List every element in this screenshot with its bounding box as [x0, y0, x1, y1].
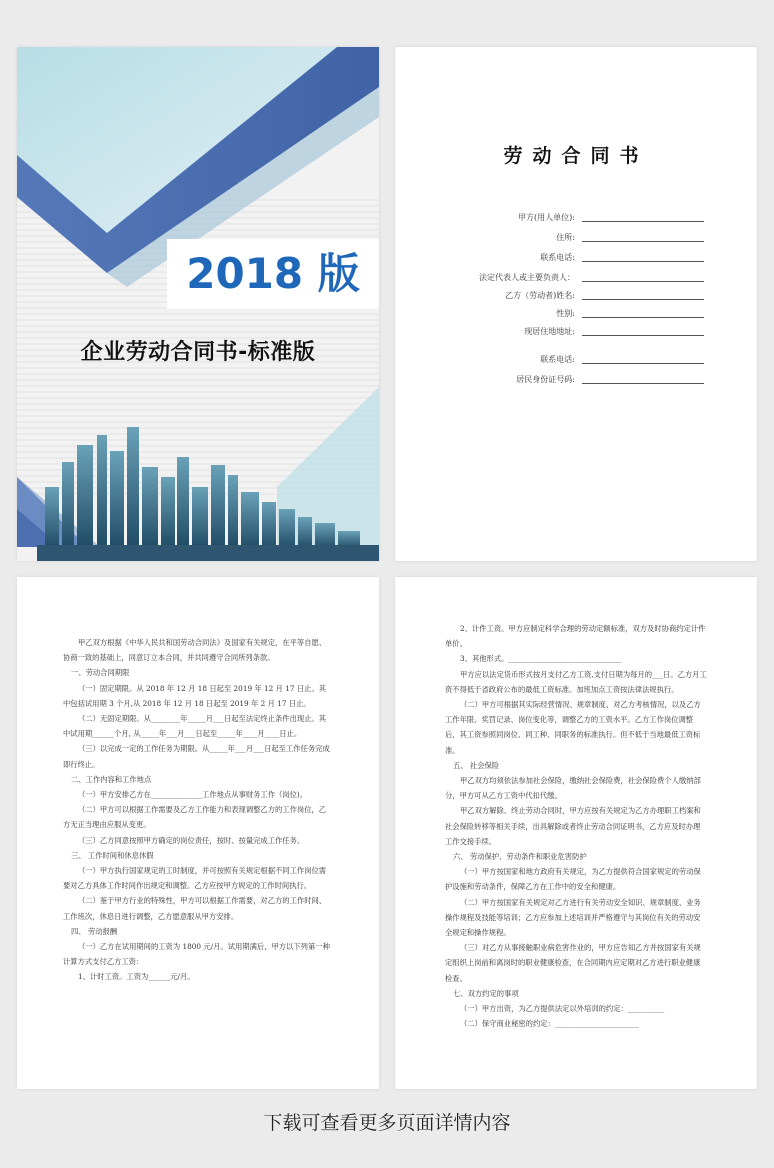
blank-line — [582, 299, 704, 300]
paragraph: （一）甲方出资，为乙方提供法定以外培训的约定：__________ — [460, 1004, 665, 1014]
paragraph: （一）固定期限。从 2018 年 12 月 18 日起至 2019 年 12 月 17 日止。其中包括试用期 3 个月,从 2018 年 12 月 18 日起至 2019 年 2 月 17 日止。 — [63, 683, 327, 708]
download-hint-text: 下载可查看更多页面详情内容 — [263, 1112, 511, 1134]
field-label: 法定代表人或主要负责人： — [479, 273, 575, 282]
paragraph: 甲乙双方根据《中华人民共和国劳动合同法》及国家有关规定，在平等自愿、协商一致的基础上，同意订立本合同，并共同遵守合同所列条款。 — [63, 638, 327, 663]
paragraph: （一）甲方执行国家规定的工时制度，并可按照有关规定根据不同工作岗位需要对乙方具体工作时间作出规定和调整。乙方应按甲方规定的工作时间执行。 — [63, 866, 327, 891]
blank-line — [582, 335, 704, 336]
field-employer — [425, 209, 745, 227]
field-employee-phone — [425, 351, 745, 369]
field-employee-name — [425, 287, 745, 305]
field-label: 甲方(用人单位): — [518, 213, 575, 222]
paragraph: （二）甲方可以根据工作需要及乙方工作能力和表现调整乙方的工作岗位，乙方无正当理由应服从变更。 — [63, 805, 327, 830]
field-label: 联系电话: — [540, 253, 575, 262]
paragraph: 甲乙双方均须依法参加社会保险，缴纳社会保险费，社会保险费个人缴纳部分，甲方可从乙方工资中代扣代缴。 — [445, 776, 701, 801]
section-heading: 二、工作内容和工作地点 — [71, 774, 152, 784]
section-heading: 三、 工作时间和休息休假 — [71, 850, 154, 860]
edition-badge: 2018 版 — [167, 239, 379, 309]
field-label: 乙方（劳动者)姓名: — [505, 291, 575, 300]
paragraph: （二）甲方可根据其实际经营情况、规章制度、对乙方考核情况，以及乙方工作年限、奖罚记录、岗位变化等，调整乙方的工资水平。乙方工作岗位调整后，其工资参照同岗位、同工种、同职务的标准执行。但不低于当地最低工资标准。 — [445, 700, 701, 755]
section-heading: 四、 劳动报酬 — [71, 926, 118, 936]
paragraph: 2、计件工资。甲方应制定科学合理的劳动定额标准，双方及时协商约定计件单价。 — [445, 624, 706, 649]
cover-page — [17, 47, 379, 561]
field-phone — [425, 249, 745, 267]
field-label: 性别: — [556, 309, 575, 318]
paragraph: （一）甲方安排乙方在______________工作地点从事财务工作（岗位)。 — [78, 790, 308, 800]
cover-title: 企业劳动合同书-标准版 — [80, 340, 316, 365]
paragraph: （二）甲方按国家有关规定对乙方进行有关劳动安全知识、规章制度、业务操作规程及技能等培训；乙方应参加上述培训并严格遵守与其岗位有关的劳动安全规定和操作规程。 — [445, 897, 701, 938]
field-label: 住所: — [556, 233, 575, 242]
paragraph: （三）对乙方从事接触职业病危害作业的，甲方应告知乙方并按国家有关规定组织上岗前和离岗时的职业健康检查，在合同期内应定期对乙方进行职业健康检查。 — [445, 943, 701, 983]
contract-info-page — [395, 47, 757, 561]
blank-line — [582, 241, 704, 242]
field-label: 联系电话: — [540, 355, 575, 364]
section-heading: 五、 社会保险 — [453, 760, 500, 770]
paragraph: （三）以完成一定的工作任务为期限。从_____年___月___日起至工作任务完成即行终止。 — [63, 744, 330, 769]
page-text — [445, 621, 707, 1031]
blank-line — [582, 221, 704, 222]
field-label: 居民身份证号码: — [516, 375, 575, 384]
blank-line — [582, 281, 704, 282]
contract-body-page-2 — [395, 577, 757, 1089]
field-label: 现居住地地址: — [524, 327, 575, 336]
paragraph: （二）无固定期限。从________年_____月___日起至法定终止条件出现止。其中试用期______个月, 从_____年___月___日起至_____年____月____日止。 — [63, 714, 327, 739]
paragraph: （三）乙方同意按照甲方确定的岗位责任，按时、按量完成工作任务。 — [78, 835, 305, 845]
section-heading: 一、劳动合同期限 — [71, 668, 130, 678]
blank-line — [582, 261, 704, 262]
paragraph: （二）鉴于甲方行业的特殊性，甲方可以根据工作需要，对乙方的工作时间、工作班次，休息日进行调整，乙方愿意服从甲方安排。 — [63, 896, 327, 921]
blank-line — [582, 383, 704, 384]
page-text — [63, 635, 333, 985]
paragraph: （二）保守商业秘密的约定：_______________________ — [460, 1019, 639, 1029]
paragraph: （一）甲方按国家和地方政府有关规定，为乙方提供符合国家规定的劳动保护设施和劳动条件，保障乙方在工作中的安全和健康。 — [445, 867, 701, 892]
field-gender — [425, 305, 745, 323]
field-legal-rep — [425, 269, 745, 287]
paragraph: （一）乙方在试用期间的工资为 1800 元/月。试用期满后，甲方以下列第一种计算方式支付乙方工资： — [63, 942, 330, 967]
section-heading: 七、双方约定的事项 — [453, 988, 519, 998]
paragraph: 甲乙双方解除、终止劳动合同时，甲方应按有关规定为乙方办理职工档案和社会保险转移等相关手续，出具解除或者终止劳动合同证明书，乙方应及时办理工作交接手续。 — [445, 806, 701, 846]
field-residence — [425, 323, 745, 341]
contract-title: 劳动合同书 — [503, 145, 649, 167]
blank-line — [582, 317, 704, 318]
contract-body-page-1 — [17, 577, 379, 1089]
paragraph: 甲方应以法定货币形式按月支付乙方工资,支付日期为每月的___日。乙方月工资不得低于省政府公布的最低工资标准。加班加点工资按法律法规执行。 — [445, 669, 707, 694]
field-id-number — [425, 371, 745, 389]
section-heading: 六、 劳动保护、劳动条件和职业危害防护 — [453, 852, 587, 862]
field-address — [425, 229, 745, 247]
paragraph: 1、计时工资。工资为______元/月。 — [78, 972, 195, 982]
paragraph: 3、其他形式。_______________________________ — [460, 654, 622, 664]
blank-line — [582, 363, 704, 364]
